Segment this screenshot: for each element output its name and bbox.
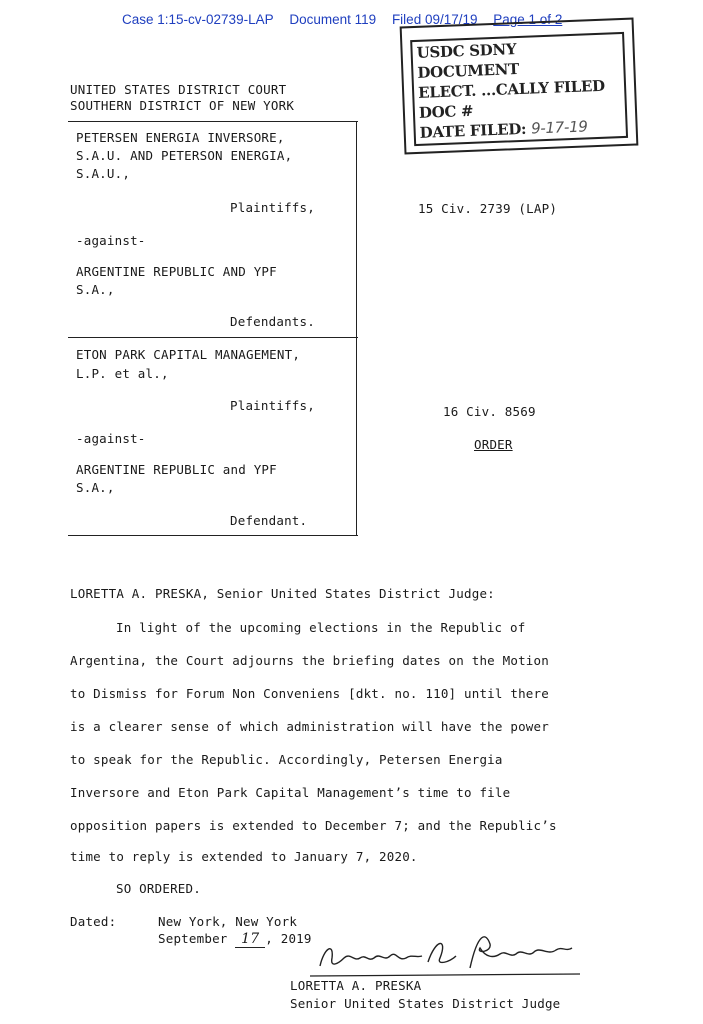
page-number: Page 1 of 2: [493, 12, 563, 27]
case1-against: -against-: [76, 233, 146, 248]
caption-right-rule: [356, 121, 357, 536]
case2-plaintiff-role: Plaintiffs,: [230, 398, 315, 413]
stamp-line-document: DOCUMENT: [417, 59, 520, 82]
case1-defendant-line2: S.A.,: [76, 282, 115, 297]
order-title: ORDER: [474, 437, 513, 452]
caption-middle-rule: [68, 337, 358, 338]
stamp-line-doc: DOC #: [418, 101, 474, 122]
body-line-5: to speak for the Republic. Accordingly, Petersen Energia: [70, 752, 503, 767]
body-line-2: Argentina, the Court adjourns the briefing dates on the Motion: [70, 653, 549, 668]
judge-signature: [310, 928, 580, 978]
stamp-line-court: USDC SDNY: [416, 40, 517, 62]
court-name-line1: UNITED STATES DISTRICT COURT: [70, 82, 287, 97]
case1-plaintiff-line2: S.A.U. AND PETERSON ENERGIA,: [76, 148, 293, 163]
dated-city: New York, New York: [158, 914, 298, 929]
case1-docket-number: 15 Civ. 2739 (LAP): [418, 201, 558, 216]
case2-plaintiff-line2: L.P. et al.,: [76, 366, 169, 381]
case2-plaintiff-line1: ETON PARK CAPITAL MANAGEMENT,: [76, 347, 301, 362]
case2-defendant-role: Defendant.: [230, 513, 308, 528]
case1-defendant-role: Defendants.: [230, 314, 315, 329]
case2-docket-number: 16 Civ. 8569: [443, 404, 536, 419]
signature-title: Senior United States District Judge: [290, 996, 561, 1011]
body-line-4: is a clearer sense of which administration will have the power: [70, 719, 549, 734]
dated-date: [158, 931, 312, 948]
stamp-line-filed: ELECT. ...CALLY FILED: [417, 76, 606, 102]
case1-plaintiff-role: Plaintiffs,: [230, 200, 315, 215]
body-line-1: In light of the upcoming elections in the Republic of: [116, 620, 526, 635]
body-line-7: opposition papers is extended to December 7; and the Republic’s: [70, 818, 557, 833]
case1-plaintiff-line3: S.A.U.,: [76, 166, 131, 181]
signature-name: LORETTA A. PRESKA: [290, 978, 422, 993]
stamp-date-value: 9-17-19: [530, 117, 588, 138]
filed-date: Filed 09/17/19: [391, 12, 478, 27]
so-ordered: SO ORDERED.: [116, 881, 201, 896]
filing-stamp: [400, 18, 639, 155]
case-number: Case 1:15-cv-02739-LAP: [122, 12, 274, 27]
dated-month: September: [158, 931, 228, 946]
case1-defendant-line1: ARGENTINE REPUBLIC AND YPF: [76, 264, 277, 279]
stamp-date-label: DATE FILED:: [419, 119, 527, 142]
dated-year: , 2019: [265, 931, 312, 946]
judge-intro: LORETTA A. PRESKA, Senior United States District Judge:: [70, 586, 495, 601]
body-line-8: time to reply is extended to January 7, 2020.: [70, 849, 418, 864]
case2-defendant-line1: ARGENTINE REPUBLIC and YPF: [76, 462, 277, 477]
case2-against: -against-: [76, 431, 146, 446]
body-line-3: to Dismiss for Forum Non Conveniens [dkt. no. 110] until there: [70, 686, 549, 701]
dated-label: Dated:: [70, 914, 117, 929]
dated-day: 17: [235, 931, 265, 948]
body-line-6: Inversore and Eton Park Capital Management’s time to file: [70, 785, 511, 800]
caption-bottom-rule: [68, 535, 358, 536]
case1-plaintiff-line1: PETERSEN ENERGIA INVERSORE,: [76, 130, 285, 145]
court-name-line2: SOUTHERN DISTRICT OF NEW YORK: [70, 98, 295, 113]
case2-defendant-line2: S.A.,: [76, 480, 115, 495]
caption-top-rule: [68, 121, 358, 122]
document-number: Document 119: [289, 12, 377, 27]
